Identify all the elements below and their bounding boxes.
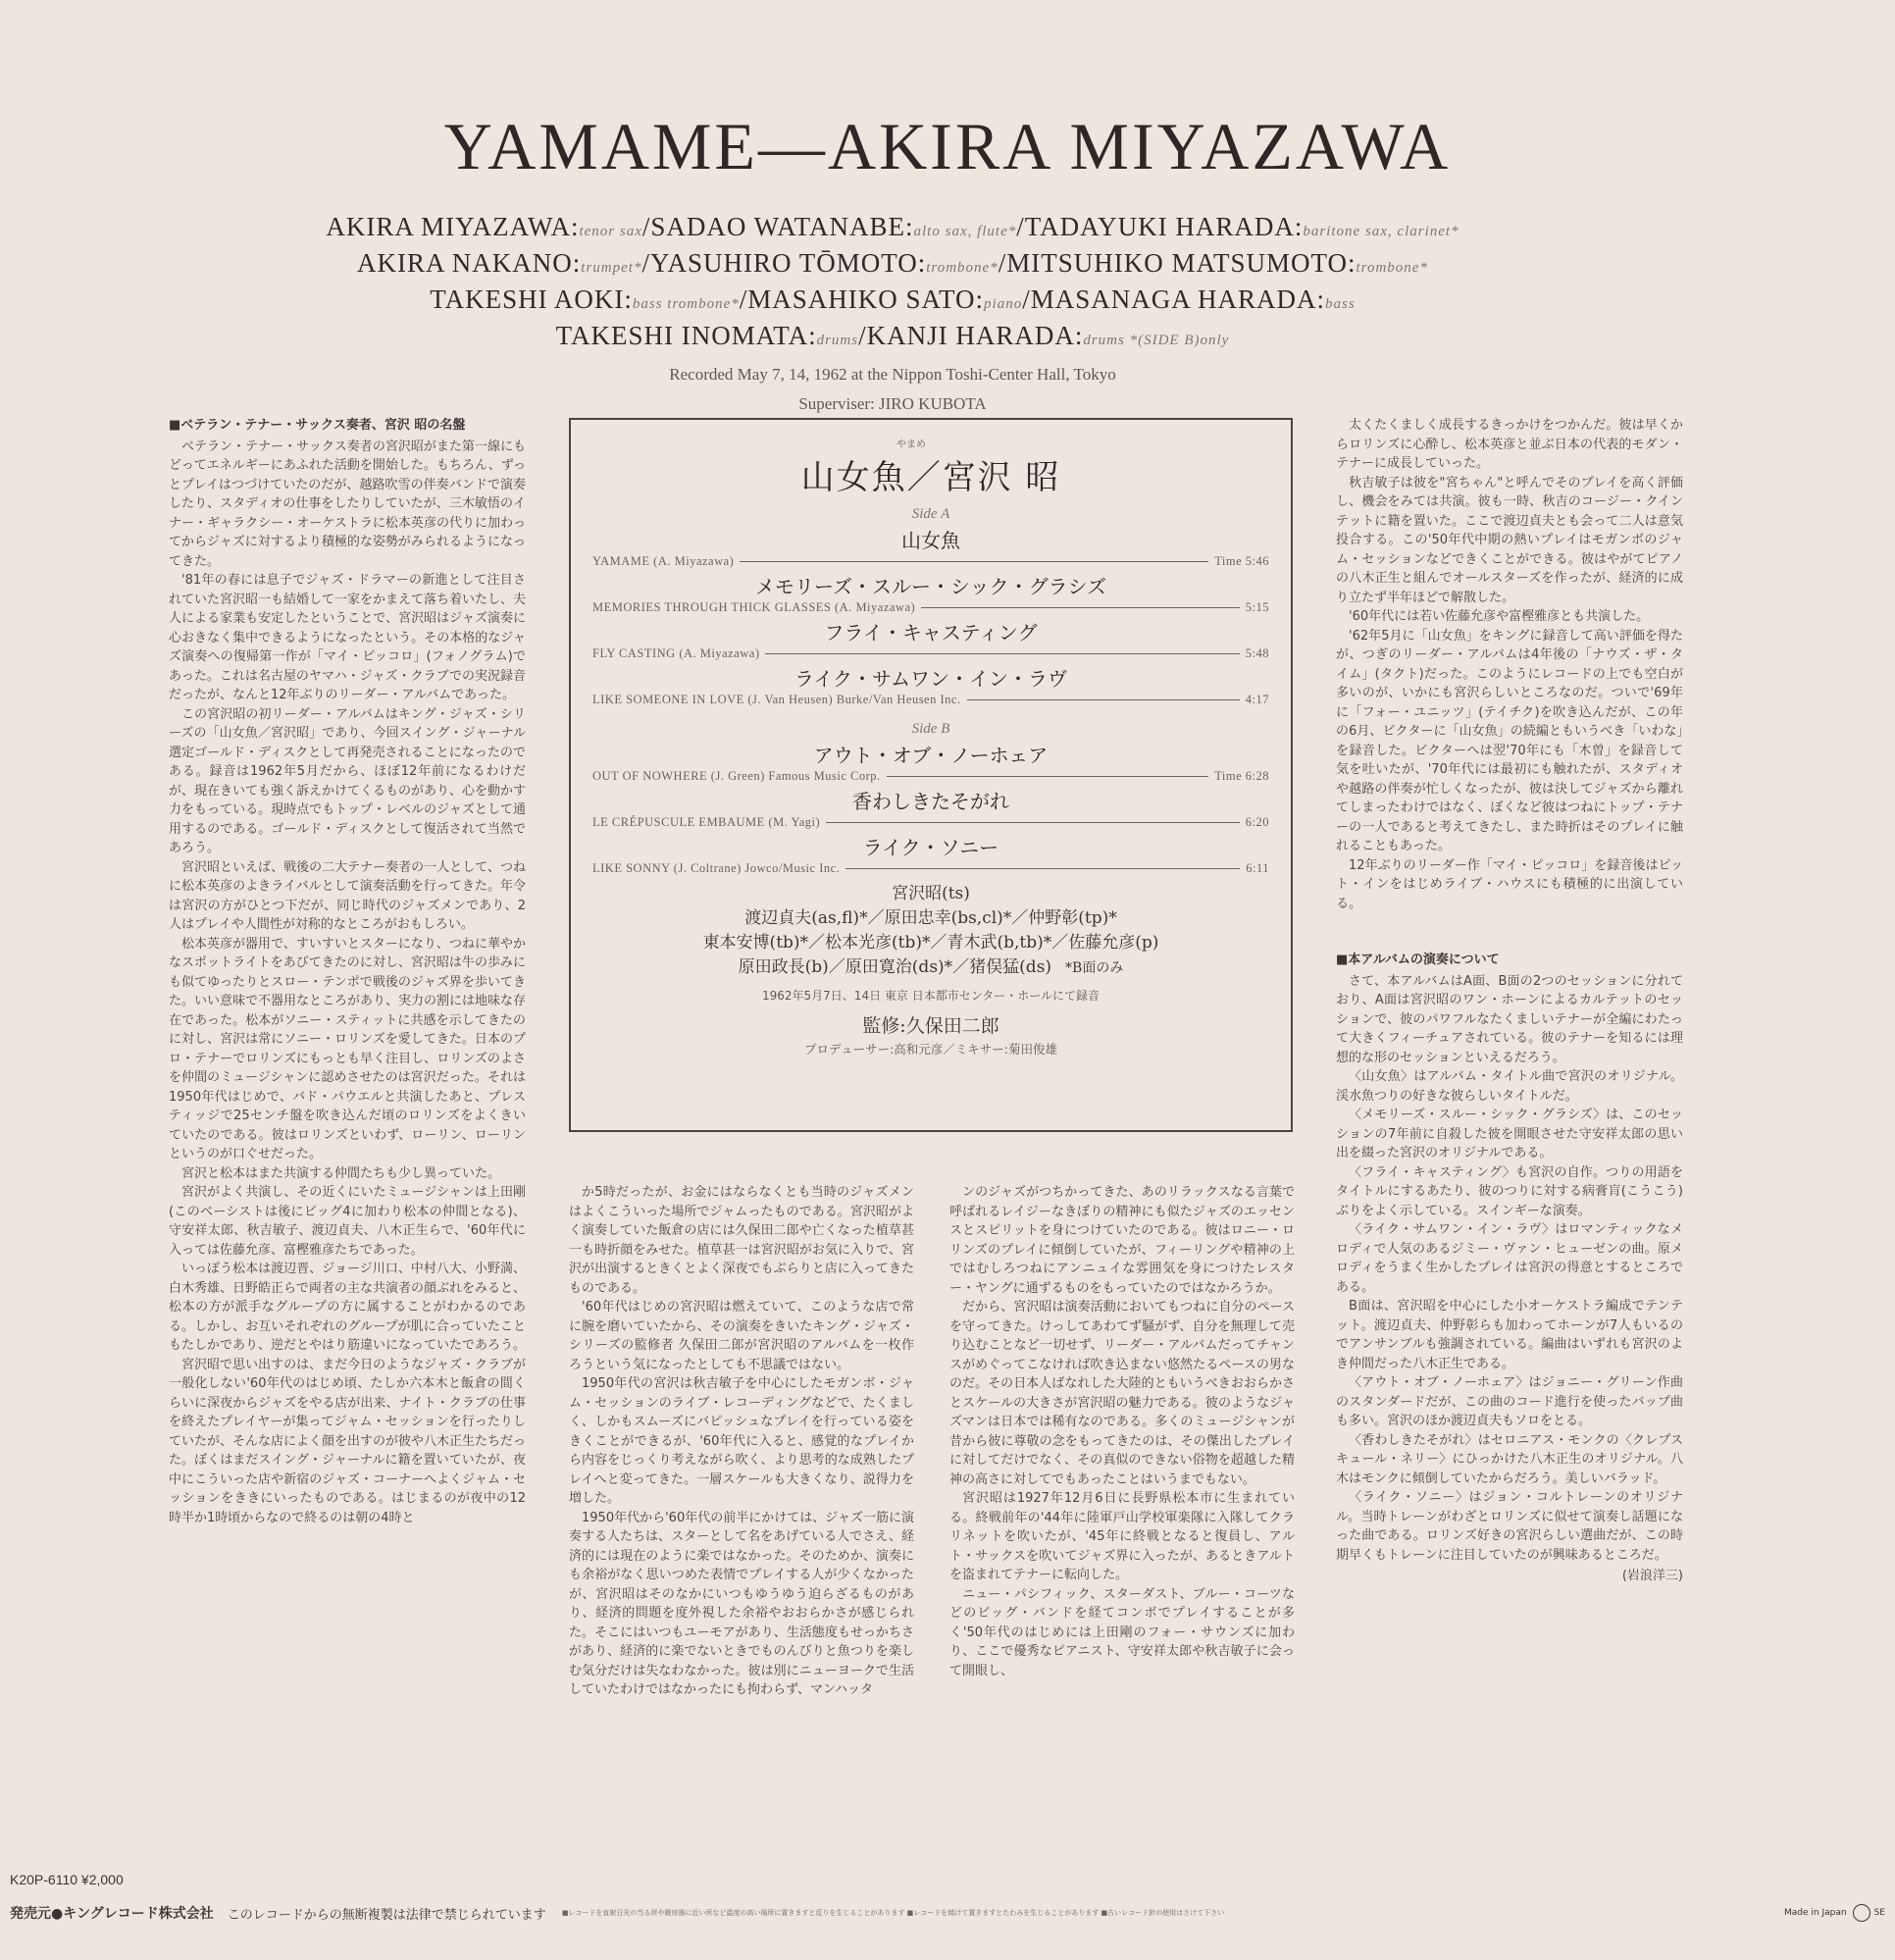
credits-block (255, 211, 1530, 419)
instrument: trombone* (1356, 260, 1428, 276)
instrument: alto sax, flute* (913, 224, 1017, 239)
side-b-label: Side B (911, 721, 950, 737)
track-credit-line (592, 600, 1269, 615)
tracklist-box (569, 418, 1293, 1132)
middle-right-paragraphs (949, 1183, 1295, 1680)
track-credit-line (592, 646, 1269, 661)
paragraph: 宮沢昭で思い出すのは、まだ今日のようなジャズ・クラブが一般化しない'60年代のはじめ頃、たしか六本木と飯倉の間くらいに深夜からジャズをやる店が出来、ナイト・クラブの仕事を終えたプレイヤーが集ってジャム・セッションを行ったりしていたが、そんな店によく顔を出すのが彼や八木正生たちだった。ぼくはまだスイング・ジャーナルに籍を置いていたが、夜中にこういった店や新宿のジャズ・コーナーへよくジャム・セッションをききにいったものである。はじまるのが夜中の12時半か1時頃からなので終るのは朝の4時と (169, 1357, 527, 1525)
side-a-label: Side A (911, 506, 950, 522)
track-item (592, 834, 1269, 876)
handling-fine-print: ■レコードを直射日光の当る所や暖房器に近い所など温度の高い場所に置きますと反りを生じることがあります ■レコードを傾けて置きますとたわみを生じることがあります ■古いレコード針の使用はさけて下さい (561, 1909, 1225, 1917)
middle-left-paragraphs (569, 1183, 914, 1700)
track-item (592, 788, 1269, 830)
side-a-tracks (592, 527, 1269, 707)
personnel-note: *B面のみ (1065, 960, 1124, 976)
paragraph: 秋吉敏子は彼を"宮ちゃん"と呼んでそのプレイを高く評価し、機会をみては共演。彼も一時、秋吉のコージー・クインテットに籍を置いた。ここで渡辺貞夫とも会って二人は意気投合する。この'50年代中期の熱いプレイはモガンボのジャム・セッションなどできくことができる。彼はやがてピアノの八木正生と組んでオールスターズを作ったが、経済的に成り立たず半年ほどで解散した。 (1336, 475, 1683, 605)
section-heading-2: ■本アルバムの演奏について (1336, 953, 1500, 967)
dash-rule (740, 561, 1208, 562)
side-b-tracks (592, 742, 1269, 876)
paragraph: この宮沢昭の初リーダー・アルバムはキング・ジャズ・シリーズの「山女魚／宮沢昭」であり、今回スイング・ジャーナル選定ゴールド・ディスクとして再発売されることになったのである。録音は1962年5月だから、ほぼ12年前になるわけだが、現在きいても強く訴えかけてくるものがあり、心を動かす力をもっている。現時点でもトップ・レベルのジャズとして通用するのである。ゴールド・ディスクとして復活されて当然であろう。 (169, 706, 527, 855)
footer-bar (10, 1903, 1885, 1923)
instrument: baritone sax, clarinet* (1303, 224, 1460, 239)
paragraph: '81年の春には息子でジャズ・ドラマーの新進として注目されていた宮沢昭一も結婚して一家をかまえて落ち着いたし、夫人による家業も安定したということで、宮沢昭はジャズ演奏に心おきなく集中できるようになったという。その本格的なジャズ演奏への復帰第一作が「マイ・ピッコロ」(フォノグラム)であった。これは名古屋のヤマハ・ジャズ・クラブでの実況録音だったが、なんと12年ぶりのリーダー・アルバムであった。 (169, 573, 527, 702)
supervisor-info: Superviser: JIRO KUBOTA (798, 394, 987, 413)
paragraph: いっぽう松本は渡辺晋、ジョージ川口、中村八大、小野満、白木秀雄、日野皓正らで両者の主な共演者の顔ぶれをみると、松本の方が派手なグループの方に属することがわかるのである。しかし、お互いそれぞれのグループが肌に合っていたこともたしかであり、逆だとやはり筋違いになっていたであろう。 (169, 1262, 527, 1353)
credit-line (255, 211, 1530, 247)
track-credit-line (592, 769, 1269, 784)
track-credit-line (592, 554, 1269, 569)
track-title-japanese: メモリーズ・スルー・シック・グラシズ (755, 575, 1106, 598)
track-credit-line (592, 861, 1269, 876)
japanese-personnel (592, 882, 1269, 981)
track-title-japanese: アウト・オブ・ノーホェア (813, 744, 1049, 767)
made-in-japan: Made in Japan (1784, 1908, 1847, 1918)
track-time: 5:15 (1245, 600, 1269, 614)
dash-rule (887, 776, 1209, 777)
musician-name: /MASANAGA HARADA: (1022, 284, 1325, 314)
paragraph: '60年代はじめの宮沢昭は燃えていて、このような店で常に腕を磨いていたから、その演奏をきいたキング・ジャズ・シリーズの監修者 久保田二郎が宮沢昭のアルバムを一枚作ろうという気になったとしても不思議ではない。 (569, 1300, 914, 1372)
personnel-line: 宮沢昭(ts) (892, 884, 970, 903)
dash-rule (921, 607, 1240, 608)
track-title-japanese: 山女魚 (901, 529, 960, 552)
paragraph: 宮沢と松本はまた共演する仲間たちも少し異っていた。 (181, 1165, 501, 1181)
credit-lines (255, 211, 1530, 356)
musician-name: /SADAO WATANABE: (641, 212, 914, 241)
liner-notes-middle-left-column (569, 1183, 914, 1700)
instrument: piano (984, 296, 1023, 312)
track-item (592, 527, 1269, 569)
paragraph: 〈メモリーズ・スルー・シック・グラシズ〉は、このセッションの7年前に自殺した彼を開眼させた守安祥太郎の思い出を綴った宮沢のオリジナルである。 (1336, 1108, 1683, 1161)
track-item (592, 742, 1269, 784)
instrument: bass (1325, 296, 1356, 312)
title-ruby: やまめ (896, 439, 926, 450)
producer-mixer: プロデューサー:高和元彦／ミキサー:菊田俊雄 (803, 1042, 1058, 1057)
paragraph: ニュー・パシフィック、スターダスト、ブルー・コーツなどのビッグ・バンドを経てコンボでプレイすることが多く'50年代のはじめには上田剛のフォー・サウンズに加わり、ここで優秀なピアニスト、守安祥太郎や秋吉敏子に会って開眼し、 (949, 1586, 1295, 1678)
left-paragraphs (169, 438, 526, 1528)
track-title-japanese: ライク・サムワン・イン・ラヴ (794, 667, 1067, 691)
japanese-supervisor: 監修:久保田二郎 (862, 1015, 999, 1037)
liner-notes-right-column (1336, 416, 1683, 1586)
paragraph: ベテラン・テナー・サックス奏者の宮沢昭がまた第一線にもどってエネルギーにあふれた活動を開始した。もちろん、ずっとプレイはつづけていたのだが、越路吹雪の伴奏バンドで演奏したり、スタディオの仕事をしたりしていたが、三木敏悟のイナー・ギャラクシー・オーケストラに松本英彦の代りに加わってからジャズに対するより積極的な姿勢がみられるようになってきた。 (169, 438, 526, 569)
dash-rule (967, 699, 1240, 700)
paragraph: 〈香わしきたそがれ〉はセロニアス・モンクの〈クレプスキュール・ネリー〉にひっかけた八木正生のオリジナル。八木はモンクに傾倒していたからだろう。美しいバラッド。 (1336, 1432, 1683, 1486)
track-time: 5:48 (1245, 646, 1269, 660)
publisher: 発売元●キングレコード株式会社 (10, 1906, 214, 1922)
musician-name: /MITSUHIKO MATSUMOTO: (998, 248, 1357, 278)
japanese-recording-info: 1962年5月7日、14日 東京 日本都市センター・ホールにて録音 (762, 989, 1100, 1003)
paragraph: '62年5月に「山女魚」をキングに録音して高い評価を得たが、つぎのリーダー・アルバムは4年後の「ナウズ・ザ・タイム」(タクト)だった。このようにレコードの上でも空白が多いのが、いかにも宮沢らしいところなのだ。ついで'69年に「フォー・ユニッツ」(テイチク)を吹き込んだが、この年の6月、ビクターに「山女魚」の続編ともいうべき「いわな」を録音した。ビクターへは翌'70年にも「木曽」を録音して気を吐いたが、'70年代には最初にも触れたが、スタディオや越路の伴奏が忙しくなったが、彼は決してジャズから離れてしまったわけではなく、ぼくなど彼はつねにトップ・テナーの一人であると考えてきたし、また時折はそのプレイに触れることもあった。 (1336, 628, 1683, 853)
track-item (592, 619, 1269, 661)
musician-name: AKIRA NAKANO: (357, 248, 582, 278)
track-title-english: LIKE SOMEONE IN LOVE (J. Van Heusen) Burke/Van Heusen Inc. (592, 693, 961, 706)
track-title-english: LE CRÉPUSCULE EMBAUME (M. Yagi) (592, 815, 821, 829)
paragraph: 宮沢がよく共演し、その近くにいたミュージシャンは上田剛(このベーシストは後にビッグ4に加わり松本の仲間となる)、守安祥太郎、秋吉敏子、渡辺貞夫、八木正生らで、'60年代に入っては佐藤允彦、富樫雅彦たちであった。 (169, 1185, 526, 1258)
album-title: YAMAME—AKIRA MIYAZAWA (443, 109, 1452, 183)
musician-name: /YASUHIRO TŌMOTO: (641, 248, 927, 278)
paragraph: ンのジャズがつちかってきた、あのリラックスなる言葉で呼ばれるレイジーなきぼりの精神にも似たジャズのエッセンスとスピリットを身につけていたのである。彼はロニー・ロリンズのプレイに傾倒していたが、フィーリングや精神の上ではむしろつねにアンニュイな雰囲気を身につけたレスター・ヤングに通ずるものをもっていたのではなかろうか。 (949, 1185, 1295, 1296)
paragraph: 12年ぶりのリーダー作「マイ・ピッコロ」を録音後はピット・インをはじめライブ・ハウスにも積極的に出演している。 (1336, 857, 1683, 911)
paragraph: 〈山女魚〉はアルバム・タイトル曲で宮沢のオリジナル。渓水魚つりの好きな彼らしいタイトルだ。 (1336, 1069, 1683, 1104)
credit-line (255, 247, 1530, 284)
dash-rule (826, 822, 1240, 823)
dash-rule (845, 868, 1240, 869)
track-title-english: MEMORIES THROUGH THICK GLASSES (A. Miyazawa) (592, 600, 916, 614)
right-bottom-paragraphs (1336, 972, 1683, 1566)
section-heading: ■ベテラン・テナー・サックス奏者、宮沢 昭の名盤 (169, 418, 466, 433)
paragraph: 〈フライ・キャスティング〉も宮沢の自作。つりの用語をタイトルにするあたり、彼のつりに対する病膏肓(こうこう)ぶりをよく示している。スインギーな演奏。 (1336, 1164, 1683, 1218)
track-item (592, 573, 1269, 615)
track-title-english: YAMAME (A. Miyazawa) (592, 554, 735, 568)
paragraph: 太くたくましく成長するきっかけをつかんだ。彼は早くからロリンズに心酔し、松本英彦と並ぶ日本の代表的モダン・テナーに成長していった。 (1336, 418, 1683, 471)
track-item (592, 665, 1269, 707)
musician-name: TAKESHI AOKI: (430, 284, 633, 314)
track-title-japanese: フライ・キャスティング (824, 621, 1038, 645)
track-time: 6:11 (1246, 861, 1269, 875)
musician-name: /MASAHIKO SATO: (739, 284, 985, 314)
catalog-number: K20P-6110 ¥2,000 (10, 1872, 124, 1887)
paragraph: '60年代には若い佐藤允彦や富樫雅彦とも共演した。 (1349, 609, 1650, 624)
musician-name: /TADAYUKI HARADA: (1016, 212, 1304, 241)
track-time: Time 6:28 (1214, 769, 1269, 783)
instrument: *(SIDE B)only (1124, 333, 1230, 348)
musician-name: AKIRA MIYAZAWA: (326, 212, 580, 241)
credit-line (255, 320, 1530, 356)
copyright-notice: このレコードからの無断複製は法律で禁じられています (227, 1907, 546, 1923)
king-records-logo-icon (1853, 1904, 1870, 1922)
personnel-line: 原田政長(b)／原田寛治(ds)*／猪俣猛(ds) *B面のみ (738, 957, 1124, 977)
track-title-english: OUT OF NOWHERE (J. Green) Famous Music Corp. (592, 769, 881, 783)
right-top-paragraphs (1336, 416, 1683, 913)
personnel-line: 渡辺貞夫(as,fl)*／原田忠幸(bs,cl)*／仲野彰(tp)* (744, 908, 1117, 928)
paragraph: 1950年代の宮沢は秋吉敏子を中心にしたモガンボ・ジャム・セッションのライブ・レコーディングなどで、たくましく、しかもスムーズにバピッシュなプレイを行っている姿をきくことができるが、'60年代に入ると、感覚的なプレイから内容をじっくり考えながら吹く、より思考的な成熟したプレイへと変ってきた。一層スケールも大きくなり、説得力を増した。 (569, 1376, 914, 1506)
track-title-japanese: ライク・ソニー (862, 836, 999, 859)
track-credit-line (592, 693, 1269, 707)
instrument: trombone* (926, 260, 999, 276)
instrument: drums (816, 333, 859, 348)
track-credit-line (592, 815, 1269, 830)
paragraph: 宮沢昭といえば、戦後の二大テナー奏者の一人として、つねに松本英彦のよきライバルとして演奏活動を行ってきた。年令は宮沢の方がひとつ下だが、同じ時代のジャズメンであり、2人はプレイや人間性が対称的なところがおもしろい。 (169, 859, 526, 932)
dash-rule (765, 653, 1239, 654)
paragraph: だから、宮沢昭は演奏活動においてもつねに自分のペースを守ってきた。けっしてあわてず騒がず、自分を無理して売り込むことなど一切せず、リーダー・アルバムだってチャンスがめぐってこなければ吹き込まない悠然たるペースの男なのだ。その日本人ばなれした大陸的ともいうべきおおらかさとスケールの大きさが宮沢昭の魅力である。彼のようなジャズマンは日本では稀有なのである。多くのミュージシャンが昔から彼に尊敬の念をもってきたのは、その傑出したプレイに対してだけでなく、その真似のできない俗物を超越した精神の高さに対してでもあったことはいうまでもない。 (949, 1300, 1295, 1487)
personnel-line: 東本安博(tb)*／松本光彦(tb)*／青木武(b,tb)*／佐藤允彦(p) (702, 933, 1159, 953)
se-mark: SE (1873, 1908, 1885, 1918)
liner-notes-left-column (169, 416, 526, 1527)
track-time: 4:17 (1245, 693, 1269, 706)
musician-name: TAKESHI INOMATA: (555, 321, 817, 350)
track-title-english: FLY CASTING (A. Miyazawa) (592, 646, 760, 660)
recording-info: Recorded May 7, 14, 1962 at the Nippon Toshi-Center Hall, Tokyo (669, 365, 1116, 384)
track-time: Time 5:46 (1214, 554, 1269, 568)
track-time: 6:20 (1245, 815, 1269, 829)
paragraph: 〈ライク・ソニー〉はジョン・コルトレーンのオリジナル。当時トレーンがわざとロリンズに似せて演奏し話題になった曲である。ロリンズ好きの宮沢らしい選曲だが、この時期早くもトレーンに注目していたのが興味あるところだ。 (1336, 1490, 1683, 1563)
author-signature: (岩浪洋三) (1621, 1569, 1683, 1583)
paragraph: 松本英彦が器用で、すいすいとスターになり、つねに華やかなスポットライトをあびてきたのに対し、宮沢昭は牛の歩みにも似てゆったりとスロー・テンポで戦後のジャズ界を歩いてきた。いい意味で不器用なところがあり、実力の割には地味な存在であった。松本がソニー・スティットに共感を示してきたのに対し、宮沢は常にソニー・ロリンズを愛してきた。日本のプロ・テナーでロリンズにもっとも早く注目し、ロリンズのよさを仲間のミュージシャンに認めさせたのは宮沢だった。それは1950年代はじめで、バド・パウエルと共演したあと、プレスティッジで25センチ盤を吹き込んだ頃のロリンズをよくきいていたのである。彼はロリンズといわず、ローリン、ローリンというのが口ぐせだった。 (169, 936, 527, 1161)
paragraph: 〈アウト・オブ・ノーホェア〉はジョニー・グリーン作曲のスタンダードだが、この曲のコード進行を使ったバップ曲も多い。宮沢のほか渡辺貞夫もソロをとる。 (1336, 1375, 1683, 1428)
liner-notes-middle-right-column (949, 1183, 1295, 1680)
paragraph: さて、本アルバムはA面、B面の2つのセッションに分れており、A面は宮沢昭のワン・ホーンによるカルテットのセッションで、彼のパワフルなたくましいテナーが全編にわたって大きくフィーチュアされている。彼のテナーを知るには理想的な形のセッションといえるだろう。 (1336, 973, 1683, 1065)
instrument: trumpet* (581, 260, 642, 276)
credit-line (255, 284, 1530, 320)
instrument: tenor sax (579, 224, 642, 239)
paragraph: 〈ライク・サムワン・イン・ラヴ〉はロマンティックなメロディで人気のあるジミー・ヴァン・ヒューゼンの曲。原メロディをうまく生かしたプレイは宮沢の得意とするところである。 (1336, 1222, 1683, 1295)
paragraph: か5時だったが、お金にはならなくとも当時のジャズメンはよくこういった場所でジャムったものである。宮沢昭がよく演奏していた飯倉の店には久保田二郎や亡くなった植草甚一も時折顔をみせた。植草甚一は宮沢昭がお気に入りで、宮沢が出演するときくとよく深夜でもぶらりと店に入ってきたものである。 (569, 1185, 914, 1296)
instrument: drums (1083, 333, 1125, 348)
musician-name: /KANJI HARADA: (858, 321, 1084, 350)
track-title-japanese: 香わしきたそがれ (852, 790, 1009, 813)
paragraph: 宮沢昭は1927年12月6日に長野県松本市に生まれている。終戦前年の'44年に陸軍戸山学校軍楽隊に入隊してクラリネットを吹いたが、'45年に終戦となると復員し、アルト・サックスを吹いてジャズ界に入ったが、あるときアルトを盗まれてテナーに転向した。 (949, 1491, 1295, 1582)
instrument: bass trombone* (632, 296, 740, 312)
track-title-english: LIKE SONNY (J. Coltrane) Jowco/Music Inc. (592, 861, 841, 875)
japanese-title: 山女魚／宮沢 昭 (800, 458, 1061, 497)
paragraph: B面は、宮沢昭を中心にした小オーケストラ編成でテンテット。渡辺貞夫、仲野彰らも加わってホーンが7人もいるのでアンサンブルも強調されている。編曲はいずれも宮沢のよき仲間だった八木正生である。 (1336, 1299, 1683, 1371)
paragraph: 1950年代から'60年代の前半にかけては、ジャズ一筋に演奏する人たちは、スターとして名をあげている人でさえ、経済的には現在のように楽ではなかった。そのためか、演奏にも余裕がなく思いつめた表情でプレイする人が少くなかったが、宮沢昭はそのなかにいつもゆうゆう迫らざるものがあり、経済的問題を度外視した余裕やおおらかさが感じられた。そこにはいつもユーモアがあり、生活態度もせっかちさがあり、経済的に楽でないときでものんびりと魚つりを楽しむ気分だけは失なわなかった。彼は別にニューヨークで生活していたわけではなかったにも拘わらず、マンハッタ (569, 1510, 914, 1697)
